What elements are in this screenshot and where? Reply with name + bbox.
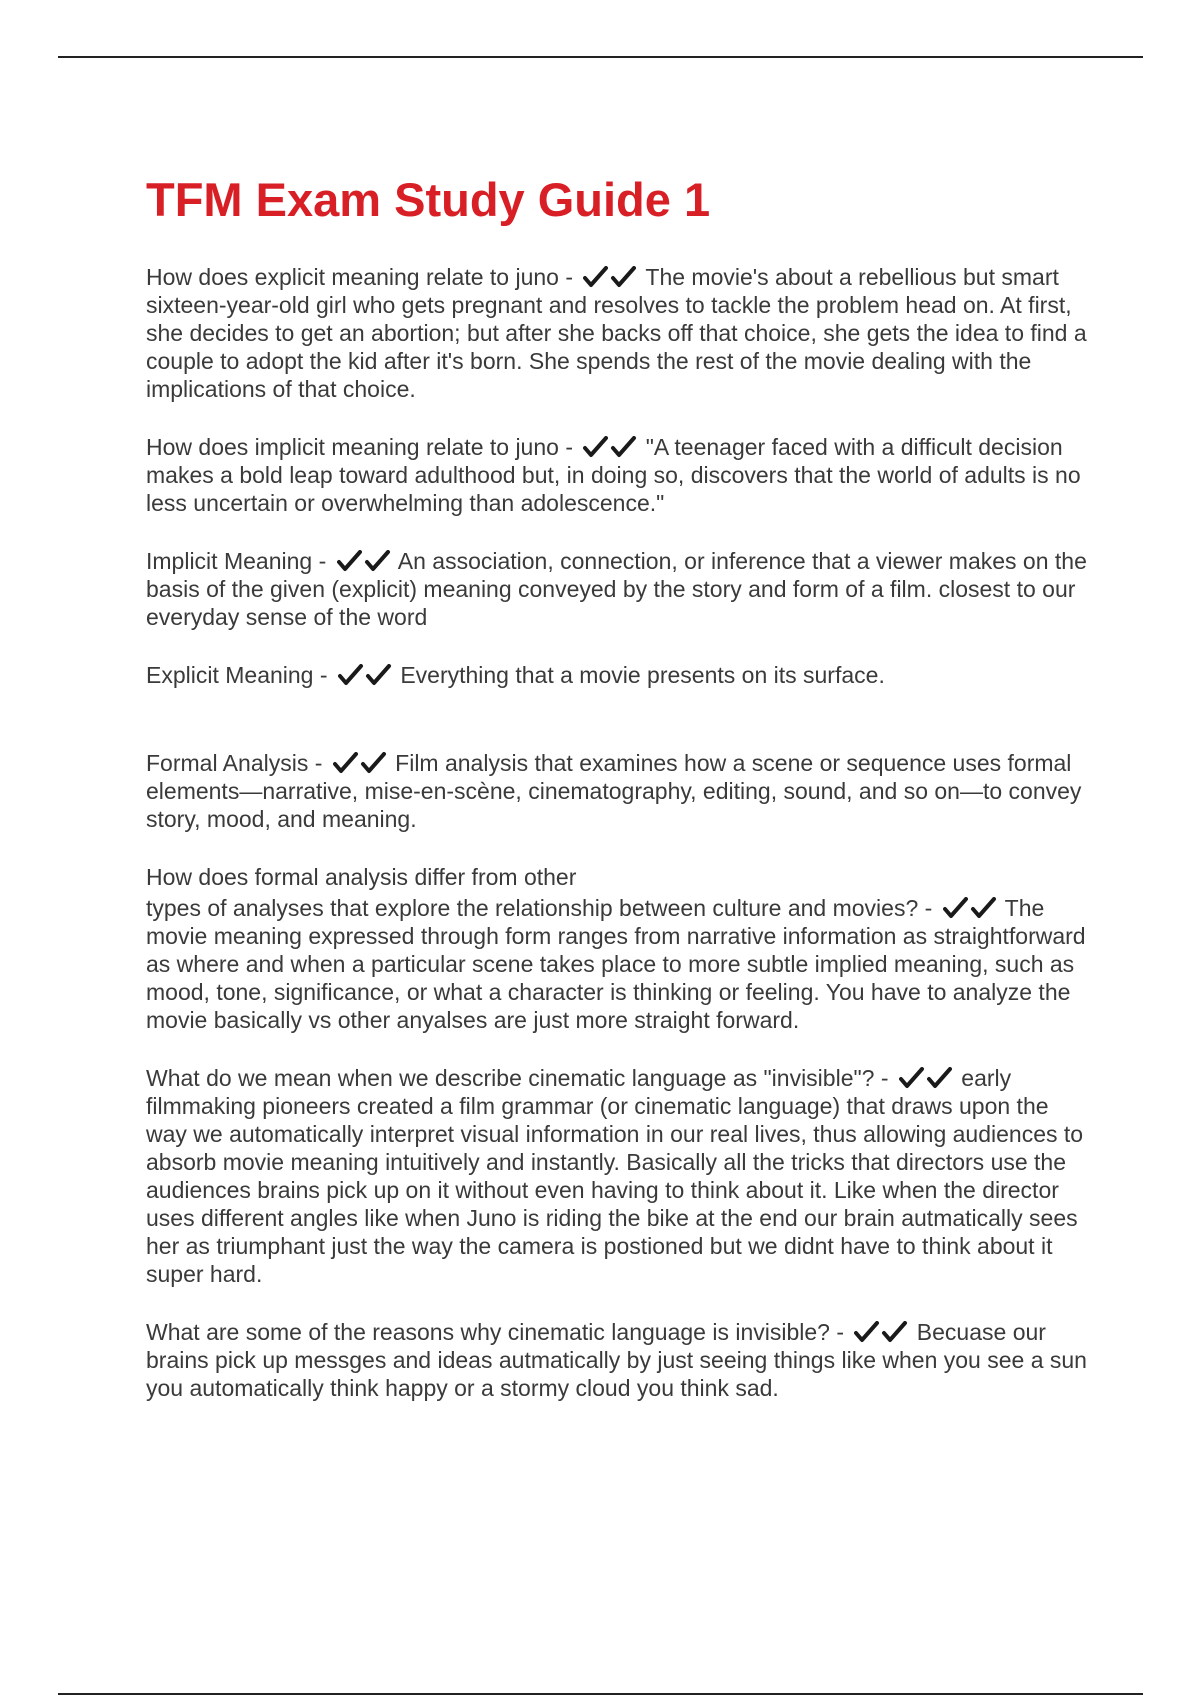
answer-text: Everything that a movie presents on its surface. xyxy=(400,662,885,688)
question-text: Implicit Meaning - xyxy=(146,548,327,574)
answer-text: An association, connection, or inference that a viewer makes on the basis of the given (explicit) meaning conveyed by the story and form of a film. closest to our everyday sense of the word xyxy=(146,548,1087,630)
document-title: TFM Exam Study Guide 1 xyxy=(146,173,711,226)
double-check-icon xyxy=(583,266,637,288)
answer-text: "A teenager faced with a difficult decision makes a bold leap toward adulthood but, in doing so, discovers that the world of adults is no less uncertain or overwhelming than adolescence." xyxy=(146,434,1081,516)
question-text-line: How does formal analysis differ from other xyxy=(146,864,577,890)
qa-entry xyxy=(146,1318,1092,1402)
qa-entry xyxy=(146,433,1092,517)
double-check-icon xyxy=(338,664,392,686)
qa-entry xyxy=(146,661,1092,689)
answer-text: The movie meaning expressed through form ranges from narrative information as straightforward as where and when a particular scene takes place to more subtle implied meaning, such as mood, tone, significance, or what a character is thinking or feeling. You have to analyze the movie basically vs other anyalses are just more straight forward. xyxy=(146,895,1086,1033)
question-text: How does explicit meaning relate to juno - xyxy=(146,264,574,290)
qa-entry xyxy=(146,863,1092,1034)
double-check-icon xyxy=(899,1067,953,1089)
answer-text: Film analysis that examines how a scene or sequence uses formal elements—narrative, mise-en-scène, cinematography, editing, sound, and so on—to convey story, mood, and meaning. xyxy=(146,750,1082,832)
question-text: How does implicit meaning relate to juno - xyxy=(146,434,573,460)
answer-text: Becuase our brains pick up messges and ideas autmatically by just seeing things like when you see a sun you automatically think happy or a stormy cloud you think sad. xyxy=(146,1319,1087,1401)
question-text: What are some of the reasons why cinematic language is invisible? - xyxy=(146,1319,845,1345)
double-check-icon xyxy=(333,752,387,774)
question-text: Formal Analysis - xyxy=(146,750,323,776)
qa-entry xyxy=(146,547,1092,631)
qa-entry xyxy=(146,263,1092,403)
double-check-icon xyxy=(337,550,391,572)
question-text: What do we mean when we describe cinematic language as "invisible"? - xyxy=(146,1065,889,1091)
document-body xyxy=(146,172,1092,1432)
double-check-icon xyxy=(583,436,637,458)
answer-text: The movie's about a rebellious but smart sixteen-year-old girl who gets pregnant and resolves to tackle the problem head on. At first, she decides to get an abortion; but after she backs off that choice, she gets the idea to find a couple to adopt the kid after it's born. She spends the rest of the movie dealing with the implications of that choice. xyxy=(146,264,1087,402)
double-check-icon xyxy=(854,1321,908,1343)
question-text: Explicit Meaning - xyxy=(146,662,328,688)
question-text: types of analyses that explore the relationship between culture and movies? - xyxy=(146,895,933,921)
qa-entry xyxy=(146,1064,1092,1288)
qa-entry xyxy=(146,749,1092,833)
answer-text: early filmmaking pioneers created a film grammar (or cinematic language) that draws upon the way we automatically interpret visual information in our real lives, thus allowing audiences to absorb movie meaning intuitively and instantly. Basically all the tricks that directors use the audiences brains pick up on it without even having to think about it. Like when the director uses different angles like when Juno is riding the bike at the end our brain autmatically sees her as triumphant just the way the camera is postioned but we didnt have to think about it super hard. xyxy=(146,1065,1084,1287)
bottom-rule xyxy=(58,1693,1143,1695)
top-rule xyxy=(58,56,1143,58)
double-check-icon xyxy=(943,897,997,919)
